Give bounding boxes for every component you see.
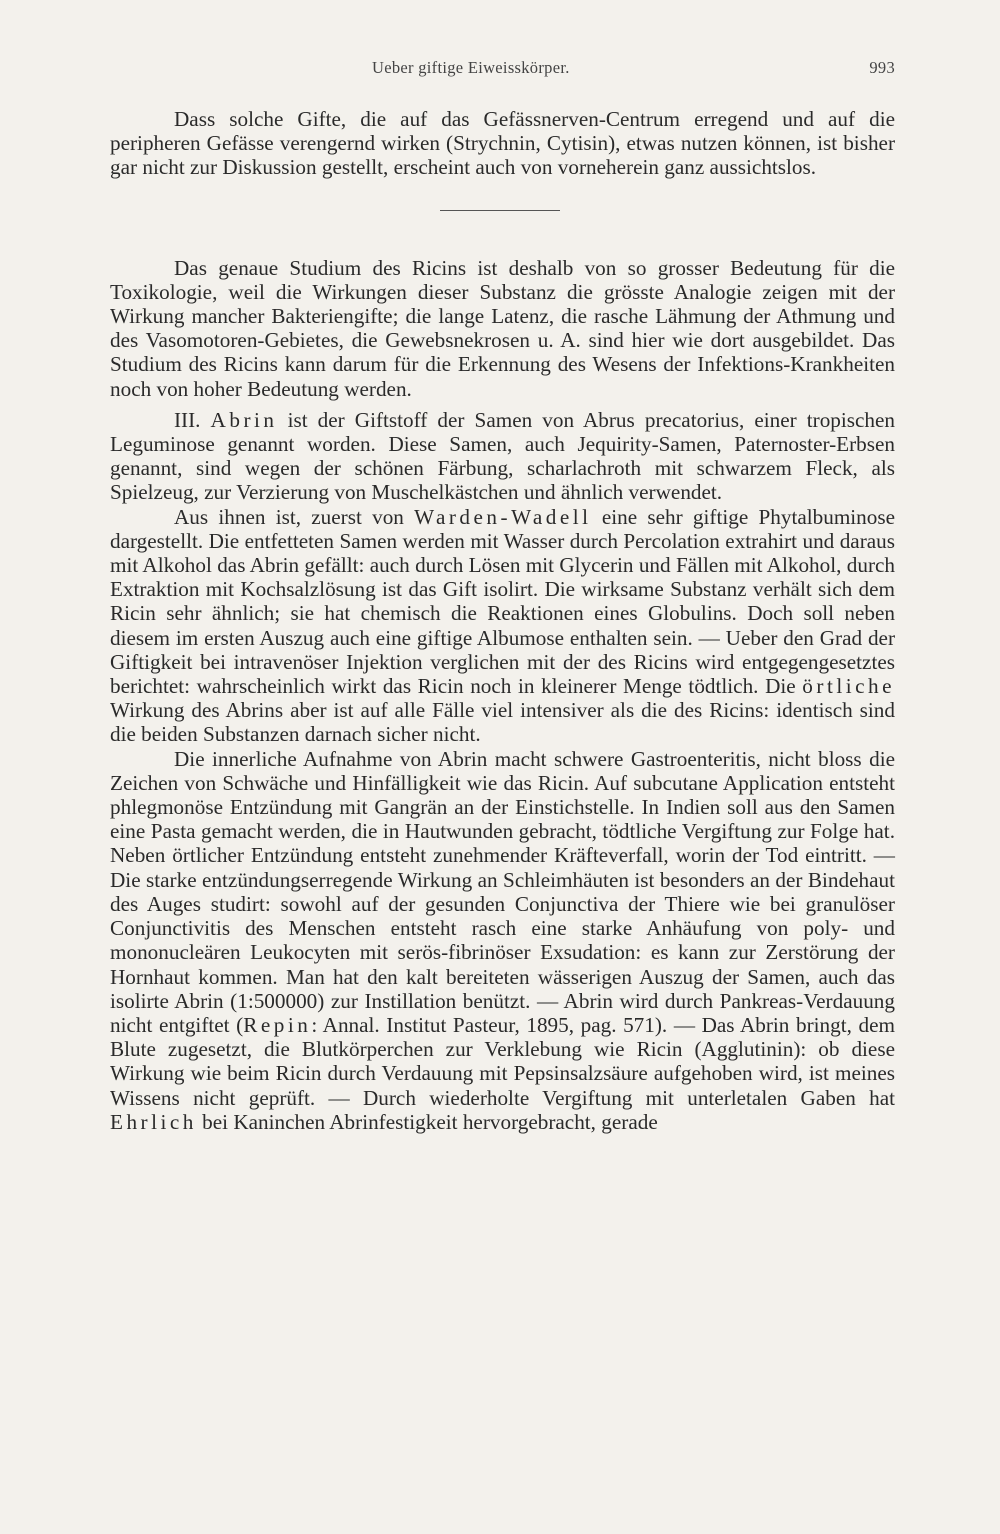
paragraph-abrin-darstellung bbox=[110, 505, 895, 747]
page-number: 993 bbox=[869, 58, 895, 77]
paragraph-abrin-wirkung bbox=[110, 747, 895, 1134]
paragraph-abrin-intro-text: ist der Giftstoff der Samen von Abrus precatorius, einer tropischen Leguminose genannt worden. Diese Samen, auch Jequirity-Samen, Paternoster-Erbsen genannt, sind wegen der schönen Färbung, scharlachroth mit schwarzem Fleck, als Spielzeug, zur Verzierung von Muschelkästchen und ähnlich verwendet. bbox=[110, 407, 896, 505]
main-text bbox=[110, 107, 895, 1134]
paragraph-darstellung-text-b: eine sehr giftige Phytalbuminose dargestellt. Die entfetteten Samen werden mit Wasser durch Percolation extrahirt und daraus mit Alkohol das Abrin gefällt: auch durch Lösen mit Glycerin und Fällen mit Alkohol, durch Extraktion mit Kochsalzlösung ist das Gift isolirt. Die wirksame Substanz verhält sich dem Ricin sehr ähnlich; sie hat chemisch die Reaktionen eines Globulins. Doch soll neben diesem im ersten Auszug auch eine giftige Albumose enthalten sein. — Ueber den Grad der Giftigkeit bei intravenöser Injektion verglichen mit der des Ricins wird entgegengesetztes berichtet: wahrscheinlich wirkt das Ricin noch in kleinerer Menge tödtlich. Die bbox=[110, 504, 896, 699]
author-ehrlich: Ehrlich bbox=[110, 1109, 197, 1134]
paragraph-wirkung-text-a: Die innerliche Aufnahme von Abrin macht schwere Gastroenteritis, nicht bloss die Zeichen von Schwäche und Hinfälligkeit wie das Ricin. Auf subcutane Application entsteht phlegmonöse Entzündung mit Gangrän an der Einstichstelle. In Indien soll aus den Samen eine Pasta gemacht werden, die in Hautwunden gebracht, tödtliche Vergiftung zur Folge hat. Neben örtlicher Entzündung entsteht zunehmender Kräfteverfall, worin der Tod eintritt. — Die starke entzündungserregende Wirkung an Schleimhäuten ist besonders an der Bindehaut des Auges studirt: sowohl auf der gesunden Conjunctiva der Thiere wie bei granulöser Conjunctivitis des Menschen entsteht rasch eine starke Anhäufung von poly- und mononucleären Leukocyten mit serös-fibrinöser Exsudation: es kann zur Zerstörung der Hornhaut kommen. Man hat den kalt bereiteten wässerigen Auszug der Samen, auch das isolirte Abrin (1:500000) zur Instillation benützt. — Abrin wird durch Pankreas-Verdauung nicht entgiftet ( bbox=[110, 746, 895, 1037]
paragraph-ricin-studium: Das genaue Studium des Ricins ist deshalb von so grosser Bedeutung für die Toxikologie, weil die Wirkungen dieser Substanz die grösste Analogie zeigen mit der Wirkung mancher Bakteriengifte; die lange Latenz, die rasche Lähmung der Athmung und des Vasomotoren-Gebietes, die Gewebsnekrosen u. A. sind hier wie dort ausgebildet. Das Studium des Ricins kann darum für die Erkennung des Wesens der Infektions-Krankheiten noch von hoher Bedeutung werden. bbox=[110, 255, 895, 401]
term-abrin: Abrin bbox=[210, 407, 278, 432]
paragraph-darstellung-text-c: Wirkung des Abrins aber ist auf alle Fälle viel intensiver als die des Ricins: identisch sind die beiden Substanzen darnach sicher nicht. bbox=[110, 698, 895, 747]
author-repin: Repin bbox=[243, 1012, 312, 1037]
paragraph-wirkung-text-c: bei Kaninchen Abrinfestigkeit hervorgebracht, gerade bbox=[202, 1109, 658, 1134]
paragraph-abrin-intro bbox=[110, 408, 895, 505]
term-oertliche: örtliche bbox=[802, 674, 896, 699]
paragraph-gefaessnerven: Dass solche Gifte, die auf das Gefässnerven-Centrum erregend und auf die peripheren Gefässe verengernd wirken (Strychnin, Cytisin), etwas nutzen können, ist bisher gar nicht zur Diskussion gestellt, erscheint auch von vorneherein ganz aussichtslos. bbox=[110, 107, 895, 180]
paragraph-wirkung-text-b: : Annal. Institut Pasteur, 1895, pag. 571). — Das Abrin bringt, dem Blute zugesetzt, die Blutkörperchen zur Verklebung wie Ricin (Agglutinin): ob diese Wirkung wie beim Ricin durch Verdauung mit Pepsinsalzsäure aufgehoben wird, ist meines Wissens nicht geprüft. — Durch wiederholte Vergiftung mit unterletalen Gaben hat bbox=[110, 1012, 895, 1110]
paragraph-darstellung-text-a: Aus ihnen ist, zuerst von bbox=[174, 504, 404, 529]
divider-rule bbox=[440, 210, 560, 211]
running-header bbox=[110, 58, 895, 86]
author-warden-wadell: Warden-Wadell bbox=[414, 504, 592, 529]
running-title: Ueber giftige Eiweisskörper. bbox=[372, 58, 570, 77]
section-numeral: III. bbox=[174, 407, 201, 432]
section-divider bbox=[110, 180, 895, 256]
